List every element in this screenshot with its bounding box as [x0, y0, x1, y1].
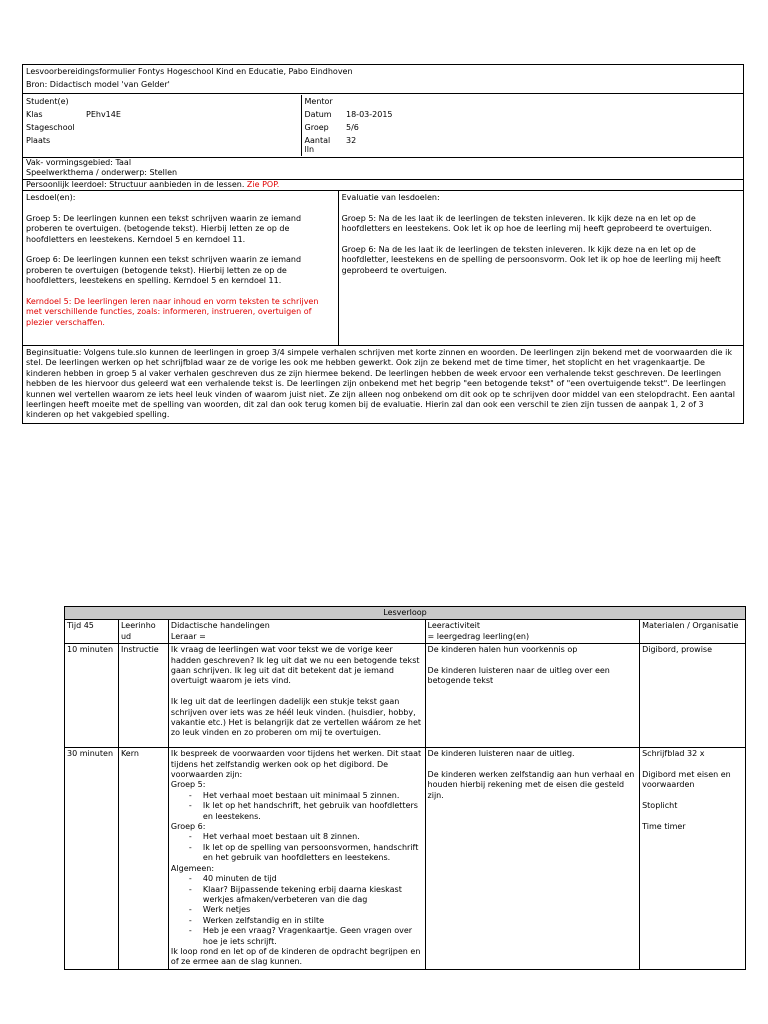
pop-reference: Zie POP.: [246, 179, 280, 189]
row1-materialen: Digibord, prowise: [640, 644, 746, 748]
evaluatie-groep5: Groep 5: Na de les laat ik de leerlingen de teksten inleveren. Ik kijk deze na en let op de hoofdletters en leestekens. Ook let ik op hoe de leerling mij heeft geprobeerd te overtuigen.: [341, 213, 712, 234]
row2-mat-1: Schrijfblad 32 x: [642, 749, 705, 759]
row1-tijd: 10 minuten: [65, 644, 119, 748]
col-leeractiviteit-label: Leeractiviteit: [427, 621, 481, 631]
row2-mat-3: Stoplicht: [642, 801, 678, 811]
speelwerkthema: Speelwerkthema / onderwerp: Stellen: [26, 168, 178, 178]
lesdoelen-cell: [23, 191, 339, 346]
datum-value: 18-03-2015: [346, 109, 393, 119]
klas-label: Klas: [26, 109, 43, 119]
col-leerinhoud: Leerinho ud: [118, 620, 168, 644]
row2-groep6-label: Groep 6:: [170, 822, 206, 832]
list-item: - Het verhaal moet bestaan uit 8 zinnen.: [189, 832, 423, 842]
row2-groep5-label: Groep 5:: [170, 780, 206, 790]
row2-mat-4: Time timer: [642, 822, 686, 832]
table-row: [65, 748, 746, 970]
row2-did-intro: Ik bespreek de voorwaarden voor tijdens het werken. Dit staat tijdens het zelfstandig werken ook op het digibord. De voorwaarden zijn:: [170, 749, 422, 780]
row2-didactisch: [168, 748, 425, 970]
list-item: - Heb je een vraag? Vragenkaartje. Geen vragen over hoe je iets schrijft.: [189, 926, 423, 947]
student-label: Student(e): [26, 96, 69, 106]
row1-didactisch: [168, 644, 425, 748]
vak-block: [23, 157, 744, 179]
evaluatie-groep6: Groep 6: Na de les laat ik de leerlingen de teksten inleveren. Ik kijk deze na en let op de hoofdletter, leestekens en de spelling de persoonsvorm. Ook let ik op hoe de leerling mij heeft geprobeerd te overtuigen.: [341, 245, 721, 275]
persoonlijk-leerdoel-text: Persoonlijk leerdoel: Structuur aanbieden in de lessen.: [26, 179, 247, 189]
list-item: - Ik let op het handschrift, het gebruik van hoofdletters en leestekens.: [189, 801, 423, 822]
table-row: [65, 644, 746, 748]
aantal-label: Aantal lln: [301, 134, 343, 156]
row2-act-p1: De kinderen luisteren naar de uitleg.: [427, 749, 575, 759]
row2-mat-2: Digibord met eisen en voorwaarden: [642, 770, 731, 790]
row1-inhoud: Instructie: [118, 644, 168, 748]
col-tijd: Tijd 45: [65, 620, 119, 644]
lesdoelen-heading: Lesdoel(en):: [26, 193, 76, 203]
col-didactisch: [168, 620, 425, 644]
col-leeractiviteit: [425, 620, 640, 644]
beginsituatie-text: Beginsituatie: Volgens tule.slo kunnen de leerlingen in groep 3/4 simpele verhalen schrijven met korte zinnen en woorden. De leerlingen zijn bekend met de voorwaarden die ik stel. De leerlingen werken op het schrijfblad waar ze de vorige les ook me hebben gewerkt. Ook zijn ze bekend met de time timer, het stoplicht en het vragenkaartje. De kinderen hebben in groep 5 al vaker verhalen geschreven dus ze zijn hiermee bekend. De leerlingen hebben de week ervoor een verhalende tekst geschreven. De leerlingen hebben de les hiervoor dus geleerd wat een verhalende tekst is. De leerlingen zijn onbekend met het begrip "een betogende tekst" of "een overtuigende tekst". De leerlingen kunnen wel vertellen waarom ze iets heel leuk vinden of waarom juist niet. Ze zijn alleen nog onbekend om dit ook op te schrijven door middel van een stelopdracht. Een aantal leerlingen heeft moeite met de spelling van woorden, dit zal dan ook terug komen bij de evaluatie. Hierin zal dan ook een verschil te zien zijn tussen de aanpak 1, 2 of 3 kinderen op het vakgebied spelling.: [26, 348, 735, 420]
groep-label: Groep: [301, 121, 343, 134]
form-header: [23, 65, 744, 94]
kerndoel-5: Kerndoel 5: De leerlingen leren naar inhoud en vorm teksten te schrijven met verschillende functies, zoals: informeren, instrueren, overtuigen of plezier verschaffen.: [26, 297, 319, 327]
row2-tijd: 30 minuten: [65, 748, 119, 970]
row2-algemeen-label: Algemeen:: [170, 863, 215, 873]
form-source: Bron: Didactisch model 'van Gelder': [26, 80, 170, 90]
stageschool-value: [83, 121, 301, 134]
datum-label: Datum: [301, 108, 343, 121]
list-item: - Het verhaal moet bestaan uit minimaal 5 zinnen.: [189, 791, 423, 801]
row2-materialen: [640, 748, 746, 970]
lesdoel-groep5: Groep 5: De leerlingen kunnen een tekst schrijven waarin ze iemand proberen te overtuigen. (betogende tekst). Hierbij letten ze op de hoofdletters en leestekens. Kerndoel 5 en kerndoel 11.: [26, 213, 302, 244]
col-leeractiviteit-sub: = leergedrag leerling(en): [427, 631, 530, 641]
row2-did-outro: Ik loop rond en let op of de kinderen de opdracht begrijpen en of ze ermee aan de slag kunnen.: [170, 946, 421, 967]
list-item: - 40 minuten de tijd: [189, 874, 423, 884]
list-item: - Ik let op de spelling van persoonsvormen, handschrift en het gebruik van hoofdletters en leestekens.: [189, 843, 423, 864]
row2-inhoud: Kern: [118, 748, 168, 970]
evaluatie-cell: [338, 191, 743, 346]
lesdoel-groep6: Groep 6: De leerlingen kunnen een tekst schrijven waarin ze iemand proberen te overtuigen (betogende tekst). Hierbij letten ze op de hoofdletters, leestekens en spelling. Kerndoel 5 en kerndoel 11.: [26, 255, 302, 286]
vak-vormingsgebied: Vak- vormingsgebied: Taal: [26, 157, 132, 167]
beginsituatie-cell: [23, 346, 744, 424]
form-title: Lesvoorbereidingsformulier Fontys Hogeschool Kind en Educatie, Pabo Eindhoven: [26, 67, 353, 76]
row1-did-p1: Ik vraag de leerlingen wat voor tekst we de vorige keer hadden geschreven? Ik leg uit dat we nu een betogende tekst gaan schrijven. Ik leg uit dat dit betekent dat je iemand overtuigt waarom je iets vind.: [170, 645, 420, 686]
col-didactisch-sub: Leraar =: [170, 631, 206, 641]
persoonlijk-leerdoel: [23, 179, 744, 190]
col-materialen: Materialen / Organisatie: [640, 620, 746, 644]
plaats-label: Plaats: [26, 135, 51, 145]
list-item: - Werken zelfstandig en in stilte: [189, 916, 423, 926]
row1-act-p1: De kinderen halen hun voorkennis op: [427, 645, 578, 655]
groep5-list: [171, 791, 423, 822]
student-value: [83, 95, 301, 108]
info-table: [23, 95, 743, 156]
lesverloop-table: [64, 606, 746, 970]
info-block: [23, 93, 744, 157]
stageschool-label: Stageschool: [26, 122, 75, 132]
mentor-value: [343, 95, 743, 108]
aantal-value: 32: [346, 135, 357, 145]
lesson-prep-form: [22, 64, 744, 424]
list-item: - Klaar? Bijpassende tekening erbij daarna kieskast werkjes afmaken/verbeteren van die dag: [189, 885, 423, 906]
groep6-list: [171, 832, 423, 863]
row1-act-p2: De kinderen luisteren naar de uitleg over een betogende tekst: [427, 666, 610, 686]
list-item: - Werk netjes: [189, 905, 423, 915]
row2-leeractiviteit: [425, 748, 640, 970]
col-didactisch-label: Didactische handelingen: [170, 621, 270, 631]
lesverloop-title: Lesverloop: [65, 607, 746, 620]
row1-leeractiviteit: [425, 644, 640, 748]
evaluatie-heading: Evaluatie van lesdoelen:: [341, 193, 440, 203]
row2-act-p2: De kinderen werken zelfstandig aan hun verhaal en houden hierbij rekening met de eisen die gesteld zijn.: [427, 770, 635, 800]
mentor-label: Mentor: [301, 95, 343, 108]
groep-value: 5/6: [346, 122, 359, 132]
plaats-value: [83, 134, 301, 156]
klas-value: PEhv14E: [86, 109, 121, 119]
row1-did-p2: Ik leg uit dat de leerlingen dadelijk een stukje tekst gaan schrijven over iets was ze héél leuk vinden. (huisdier, hobby, vakantie etc.) Het is belangrijk dat ze vertellen wáárom ze het zo leuk vinden en zo proberen om mij te overtuigen.: [170, 697, 422, 738]
algemeen-list: [171, 874, 423, 947]
